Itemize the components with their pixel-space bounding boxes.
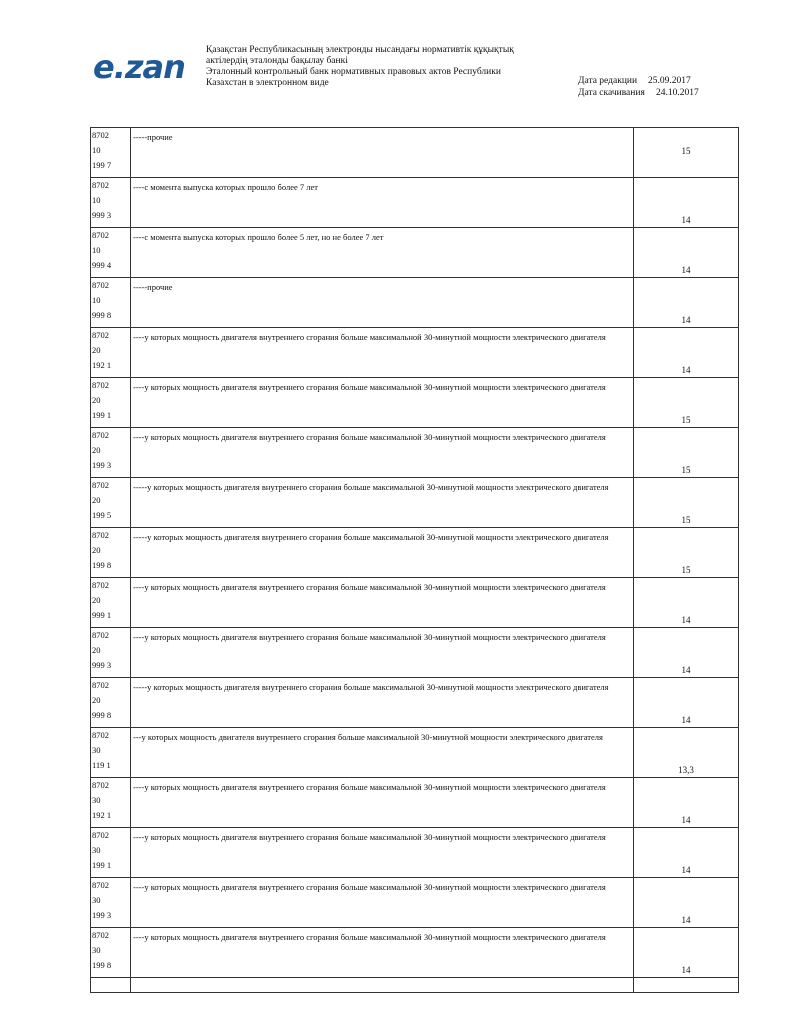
tariff-code-part: 199 8 [92, 560, 112, 570]
rate-cell [634, 378, 739, 428]
description-cell: ----у которых мощность двигателя внутреннего сгорания больше максимальной 30-минутной мощности электрического двигателя [131, 628, 634, 678]
rate-cell [634, 678, 739, 728]
rate-value: 14 [681, 965, 691, 975]
tariff-code-part: 10 [92, 195, 101, 205]
tariff-code-cell [91, 878, 131, 928]
rate-cell [634, 228, 739, 278]
tariff-code-cell [91, 178, 131, 228]
tariff-table-body [91, 128, 739, 993]
tariff-code-part: 10 [92, 295, 101, 305]
table-row [91, 628, 739, 678]
rate-value: 15 [681, 146, 691, 156]
tariff-code-part: 199 1 [92, 860, 112, 870]
rate-cell [634, 878, 739, 928]
description-cell: ----у которых мощность двигателя внутреннего сгорания больше максимальной 30-минутной мощности электрического двигателя [131, 578, 634, 628]
tariff-code-cell [91, 228, 131, 278]
tariff-code-part: 199 3 [92, 460, 112, 470]
tariff-code-cell [91, 678, 131, 728]
rate-value: 14 [681, 915, 691, 925]
rate-value: 14 [681, 715, 691, 725]
tariff-code-part: 30 [92, 745, 101, 755]
table-row [91, 928, 739, 978]
tariff-code-part: 192 1 [92, 810, 112, 820]
description-cell: ----у которых мощность двигателя внутреннего сгорания больше максимальной 30-минутной мощности электрического двигателя [131, 828, 634, 878]
header-line: Қазақстан Республикасының электронды нысандағы нормативтік құқықтық [206, 45, 514, 55]
tariff-code-part: 199 3 [92, 910, 112, 920]
rate-value: 14 [681, 265, 691, 275]
empty-cell [131, 978, 634, 993]
edit-date-value: 25.09.2017 [648, 76, 691, 86]
tariff-code-part: 999 4 [92, 260, 112, 270]
tariff-code-part: 192 1 [92, 360, 112, 370]
tariff-code-part: 999 3 [92, 210, 112, 220]
tariff-code-part: 8702 [92, 230, 109, 240]
rate-cell [634, 528, 739, 578]
tariff-code-part: 20 [92, 695, 101, 705]
tariff-code-part: 8702 [92, 530, 109, 540]
rate-cell [634, 578, 739, 628]
rate-cell [634, 778, 739, 828]
description-cell: ----с момента выпуска которых прошло более 5 лет, но не более 7 лет [131, 228, 634, 278]
header-line: Эталонный контрольный банк нормативных правовых актов Республики [206, 67, 501, 77]
tariff-code-cell [91, 578, 131, 628]
rate-value: 15 [681, 515, 691, 525]
tariff-code-cell [91, 478, 131, 528]
rate-value: 15 [681, 415, 691, 425]
description-cell: -----прочие [131, 128, 634, 178]
tariff-code-cell [91, 628, 131, 678]
rate-value: 13,3 [678, 765, 694, 775]
rate-value: 14 [681, 615, 691, 625]
tariff-code-part: 8702 [92, 180, 109, 190]
tariff-code-part: 199 5 [92, 510, 112, 520]
description-cell: -----прочие [131, 278, 634, 328]
table-row [91, 778, 739, 828]
rate-cell [634, 478, 739, 528]
table-row [91, 878, 739, 928]
tariff-code-part: 20 [92, 545, 101, 555]
tariff-code-part: 30 [92, 945, 101, 955]
tariff-code-part: 8702 [92, 580, 109, 590]
table-row-empty [91, 978, 739, 993]
tariff-code-part: 999 1 [92, 610, 112, 620]
description-cell: ----у которых мощность двигателя внутреннего сгорания больше максимальной 30-минутной мощности электрического двигателя [131, 928, 634, 978]
description-cell: ----у которых мощность двигателя внутреннего сгорания больше максимальной 30-минутной мощности электрического двигателя [131, 378, 634, 428]
table-row [91, 828, 739, 878]
rate-cell [634, 428, 739, 478]
table-row [91, 228, 739, 278]
tariff-code-part: 10 [92, 145, 101, 155]
tariff-code-part: 8702 [92, 430, 109, 440]
tariff-code-part: 8702 [92, 780, 109, 790]
rate-value: 15 [681, 565, 691, 575]
tariff-code-part: 199 1 [92, 410, 112, 420]
tariff-code-part: 30 [92, 845, 101, 855]
empty-cell [91, 978, 131, 993]
tariff-code-part: 8702 [92, 130, 109, 140]
rate-value: 14 [681, 815, 691, 825]
tariff-code-cell [91, 728, 131, 778]
table-row [91, 378, 739, 428]
tariff-code-part: 8702 [92, 380, 109, 390]
table-row [91, 128, 739, 178]
rate-value: 14 [681, 865, 691, 875]
tariff-code-part: 20 [92, 395, 101, 405]
download-date-label: Дата скачивания [578, 88, 645, 98]
table-row [91, 478, 739, 528]
tariff-code-part: 999 8 [92, 310, 112, 320]
description-cell: ----у которых мощность двигателя внутреннего сгорания больше максимальной 30-минутной мощности электрического двигателя [131, 878, 634, 928]
tariff-code-part: 8702 [92, 280, 109, 290]
edit-date-label: Дата редакции [578, 76, 638, 86]
rate-cell [634, 928, 739, 978]
tariff-code-part: 20 [92, 595, 101, 605]
rate-cell [634, 628, 739, 678]
rate-value: 14 [681, 315, 691, 325]
tariff-code-part: 8702 [92, 930, 109, 940]
rate-cell [634, 178, 739, 228]
description-cell: -----у которых мощность двигателя внутреннего сгорания больше максимальной 30-минутной мощности электрического двигателя [131, 528, 634, 578]
tariff-code-part: 8702 [92, 830, 109, 840]
tariff-code-cell [91, 328, 131, 378]
empty-cell [634, 978, 739, 993]
tariff-code-part: 30 [92, 895, 101, 905]
table-row [91, 278, 739, 328]
tariff-code-part: 199 7 [92, 160, 112, 170]
tariff-code-part: 199 8 [92, 960, 112, 970]
tariff-code-part: 999 3 [92, 660, 112, 670]
tariff-code-cell [91, 378, 131, 428]
rate-value: 14 [681, 665, 691, 675]
tariff-table [90, 127, 739, 993]
tariff-code-part: 8702 [92, 880, 109, 890]
tariff-code-part: 30 [92, 795, 101, 805]
tariff-code-part: 999 8 [92, 710, 112, 720]
rate-cell [634, 728, 739, 778]
header-title [206, 45, 514, 89]
tariff-code-cell [91, 928, 131, 978]
description-cell: ----у которых мощность двигателя внутреннего сгорания больше максимальной 30-минутной мощности электрического двигателя [131, 778, 634, 828]
table-row [91, 178, 739, 228]
table-row [91, 578, 739, 628]
download-date-value: 24.10.2017 [656, 88, 699, 98]
tariff-code-cell [91, 128, 131, 178]
header-line: актілердің эталонды бақылау банкі [206, 56, 348, 66]
tariff-code-part: 8702 [92, 630, 109, 640]
description-cell: ----у которых мощность двигателя внутреннего сгорания больше максимальной 30-минутной мощности электрического двигателя [131, 328, 634, 378]
rate-value: 14 [681, 215, 691, 225]
tariff-code-part: 10 [92, 245, 101, 255]
rate-cell [634, 278, 739, 328]
tariff-code-cell [91, 528, 131, 578]
tariff-code-part: 20 [92, 445, 101, 455]
tariff-code-part: 8702 [92, 330, 109, 340]
rate-value: 15 [681, 465, 691, 475]
description-cell: -----у которых мощность двигателя внутреннего сгорания больше максимальной 30-минутной мощности электрического двигателя [131, 478, 634, 528]
table-row [91, 728, 739, 778]
table-row [91, 678, 739, 728]
tariff-code-part: 119 1 [92, 760, 111, 770]
description-cell: ----с момента выпуска которых прошло более 7 лет [131, 178, 634, 228]
tariff-code-part: 20 [92, 645, 101, 655]
tariff-code-part: 8702 [92, 480, 109, 490]
description-cell: -----у которых мощность двигателя внутреннего сгорания больше максимальной 30-минутной мощности электрического двигателя [131, 678, 634, 728]
rate-cell [634, 128, 739, 178]
tariff-code-part: 20 [92, 495, 101, 505]
header-dates [578, 75, 699, 99]
tariff-code-cell [91, 428, 131, 478]
table-row [91, 528, 739, 578]
ezan-logo: e.zan [93, 48, 185, 86]
rate-value: 14 [681, 365, 691, 375]
tariff-code-cell [91, 828, 131, 878]
description-cell: ----у которых мощность двигателя внутреннего сгорания больше максимальной 30-минутной мощности электрического двигателя [131, 428, 634, 478]
tariff-code-cell [91, 778, 131, 828]
rate-cell [634, 328, 739, 378]
rate-cell [634, 828, 739, 878]
tariff-code-part: 8702 [92, 730, 109, 740]
tariff-code-part: 8702 [92, 680, 109, 690]
table-row [91, 328, 739, 378]
description-cell: ---у которых мощность двигателя внутреннего сгорания больше максимальной 30-минутной мощности электрического двигателя [131, 728, 634, 778]
header-line: Казахстан в электронном виде [206, 78, 329, 88]
tariff-code-part: 20 [92, 345, 101, 355]
table-row [91, 428, 739, 478]
tariff-code-cell [91, 278, 131, 328]
